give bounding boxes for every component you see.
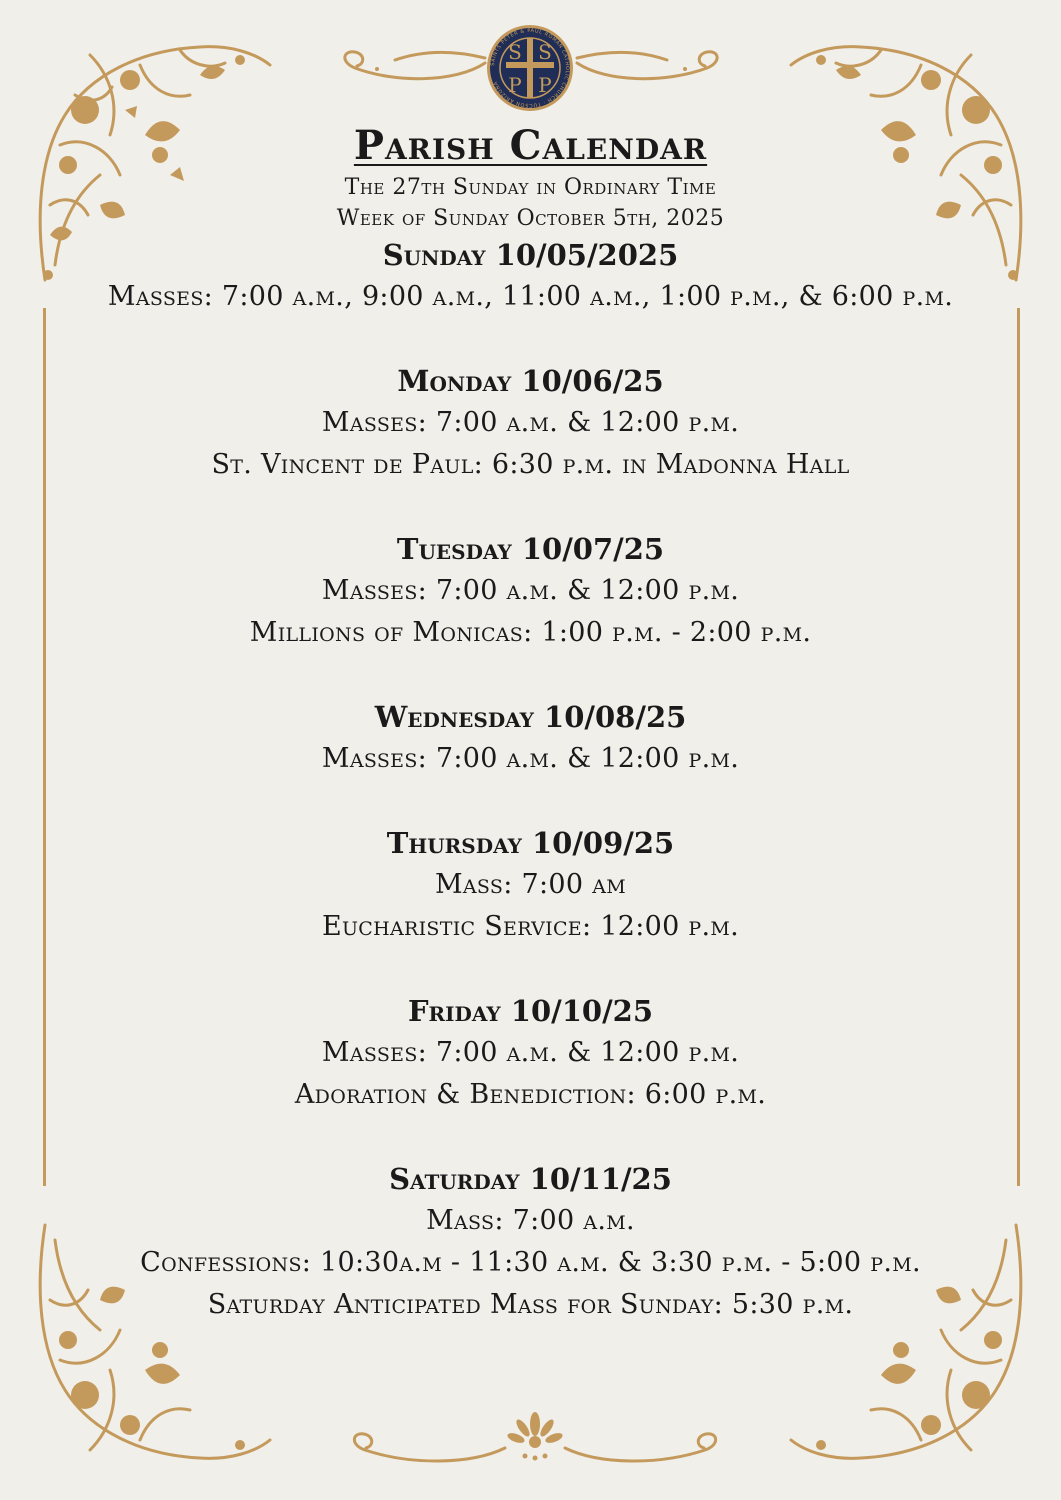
- svg-text:S: S: [508, 40, 522, 64]
- day-heading: Saturday 10/11/25: [389, 1162, 672, 1196]
- week-date-subtitle: Week of Sunday October 5th, 2025: [336, 206, 725, 231]
- schedule-line: Mass: 7:00 a.m.: [426, 1205, 635, 1236]
- day-section-thursday: [60, 822, 1001, 948]
- left-border-line: [43, 308, 46, 1186]
- page-title: Parish Calendar: [353, 122, 708, 169]
- schedule-line: Eucharistic Service: 12:00 p.m.: [321, 911, 740, 942]
- schedule-line: Confessions: 10:30a.m - 11:30 a.m. & 3:30 p.m. - 5:00 p.m.: [140, 1247, 921, 1278]
- day-heading: Sunday 10/05/2025: [382, 238, 679, 272]
- schedule-line: Mass: 7:00 am: [434, 869, 627, 900]
- day-section-wednesday: [60, 696, 1001, 780]
- schedule-line: St. Vincent de Paul: 6:30 p.m. in Madonna Hall: [211, 449, 850, 480]
- day-heading: Thursday 10/09/25: [386, 826, 675, 860]
- day-section-saturday: [60, 1158, 1001, 1326]
- day-section-tuesday: [60, 528, 1001, 654]
- schedule-line: Adoration & Benediction: 6:00 p.m.: [294, 1079, 767, 1110]
- schedule-line: Masses: 7:00 a.m. & 12:00 p.m.: [321, 575, 740, 606]
- liturgical-week-subtitle: The 27th Sunday in Ordinary Time: [344, 175, 717, 200]
- schedule-line: Masses: 7:00 a.m. & 12:00 p.m.: [321, 407, 740, 438]
- day-heading: Tuesday 10/07/25: [396, 532, 665, 566]
- day-section-monday: [60, 360, 1001, 486]
- schedule-line: Masses: 7:00 a.m. & 12:00 p.m.: [321, 743, 740, 774]
- schedule-line: Saturday Anticipated Mass for Sunday: 5:30 p.m.: [207, 1289, 854, 1320]
- day-heading: Monday 10/06/25: [397, 364, 664, 398]
- svg-text:P: P: [538, 73, 552, 97]
- bottom-flourish-ornament: [340, 1410, 730, 1470]
- schedule-line: Millions of Monicas: 1:00 p.m. - 2:00 p.m.: [249, 617, 812, 648]
- svg-text:S: S: [538, 40, 552, 64]
- right-border-line: [1017, 308, 1020, 1186]
- seal-ring-text: SAINTS PETER & PAUL ROMAN CATHOLIC CHURCH · TUCSON ARIZONA: [490, 27, 571, 109]
- day-heading: Wednesday 10/08/25: [374, 700, 687, 734]
- day-section-friday: [60, 990, 1001, 1116]
- schedule-line: Masses: 7:00 a.m., 9:00 a.m., 11:00 a.m., 1:00 p.m., & 6:00 p.m.: [107, 281, 954, 312]
- schedule-line: Masses: 7:00 a.m. & 12:00 p.m.: [321, 1037, 740, 1068]
- day-heading: Friday 10/10/25: [407, 994, 654, 1028]
- parish-seal-logo: [486, 24, 574, 112]
- svg-text:P: P: [508, 73, 522, 97]
- calendar-content: [60, 120, 1001, 1326]
- day-section-sunday: [60, 234, 1001, 318]
